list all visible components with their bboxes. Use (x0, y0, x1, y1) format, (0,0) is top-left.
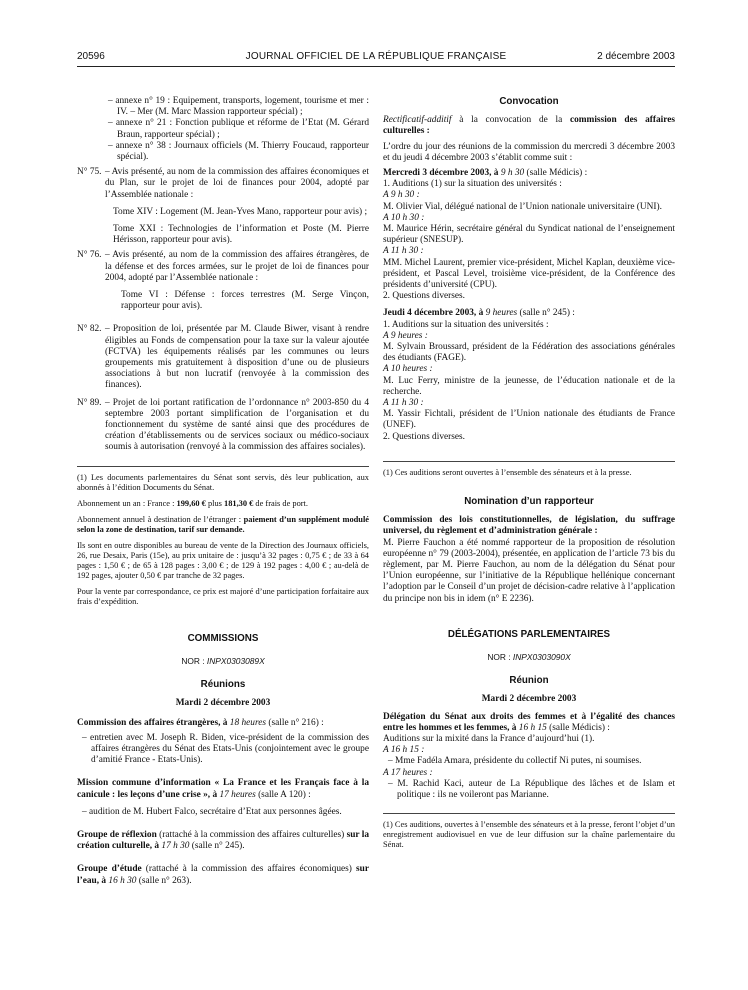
agenda-time: A 11 h 30 : (383, 246, 424, 257)
agenda-entry: 1. Auditions sur la situation des universités : (383, 319, 549, 330)
subsection-title-reunion: Réunion (509, 675, 549, 687)
agenda-entry: Auditions sur la mixité dans la France d’aujourd’hui (1). (383, 733, 595, 744)
document-text: – Avis présenté, au nom de la commission des affaires économiques et du Plan, sur le projet de loi de finances pour 2004, adopté par l’Assemblée nationale : (105, 167, 369, 200)
correspondence-info: Pour la vente par correspondance, ce prix est majoré d’une participation forfaitaire aux frais d’expédition. (77, 586, 369, 606)
agenda-day: Mercredi 3 décembre 2003, à 9 h 30 (salle Médicis) : (383, 168, 588, 179)
agenda-entry: 2. Questions diverses. (383, 431, 466, 442)
agenda-time: A 16 h 15 : (383, 745, 425, 756)
subsection-title-reunions: Réunions (200, 679, 246, 691)
page-header (77, 50, 675, 67)
agenda-entry: – M. Rachid Kaci, auteur de La République des lâches et de Islam et politique : ils ne voileront pas Marianne. (388, 778, 675, 800)
agenda-time: A 9 heures : (383, 330, 428, 341)
document-75 (77, 167, 369, 201)
meeting-heading: Délégation du Sénat aux droits des femmes et à l’égalité des chances entre les hommes et les femmes, à 16 h 15 (salle Médicis) : (383, 711, 675, 733)
meeting-heading: Groupe de réflexion (rattaché à la commission des affaires culturelles) sur la création culturelle, à 17 h 30 (salle n° 245). (77, 829, 369, 852)
page-number: 20596 (77, 51, 105, 62)
agenda-time: A 11 h 30 : (383, 398, 424, 409)
page-date: 2 décembre 2003 (597, 51, 675, 62)
footnote: (1) Ces auditions, ouvertes à l’ensemble des sénateurs et à la presse, feront l’objet d’un enregistrement audiovisuel en vue de leur diffusion sur la chaîne parlementaire du Sénat. (383, 820, 675, 850)
agenda-entry: 1. Auditions (1) sur la situation des universités : (383, 179, 562, 190)
agenda-time: A 17 heures : (383, 767, 433, 778)
footnote: (1) Ces auditions seront ouvertes à l’ensemble des sénateurs et à la presse. (383, 467, 632, 477)
agenda-time: A 9 h 30 : (383, 190, 420, 201)
tome-item: Tome VI : Défense : forces terrestres (M. Serge Vinçon, rapporteur pour avis). (121, 290, 369, 312)
agenda-time: A 10 h 30 : (383, 212, 425, 223)
nor-reference: NOR : INPX0303089X (181, 655, 265, 666)
document-text: – Proposition de loi, présentée par M. Claude Biwer, visant à rendre éligibles au Fonds de compensation pour la taxe sur la valeur ajoutée (FCTVA) les équipements réalisés par les communes ou leurs groupements mis gratuitement à disposition d’une ou de plusieurs associations à but non lucratif (renvoyée à la commission des finances). (105, 324, 369, 391)
sales-info: Ils sont en outre disponibles au bureau de vente de la Direction des Journaux officiels, 26, rue Desaix, Paris (15e), au prix unitaire de : jusqu’à 32 pages : 0,75 € ; de 33 à 64 pages : 1,50 € ; de 65 à 128 pages : 3,00 € ; de 129 à 192 pages : 4,00 € ; au-delà de 192 pages, ajouter 0,50 € par tranche de 32 pages. (77, 540, 369, 580)
document-89 (77, 398, 369, 454)
annex-list (77, 96, 369, 163)
agenda-entry: 2. Questions diverses. (383, 291, 466, 302)
agenda-day: Jeudi 4 décembre 2003, à 9 heures (salle n° 245) : (383, 308, 575, 319)
left-column (77, 96, 369, 887)
right-column (383, 96, 675, 850)
meeting-heading: Groupe d’étude (rattaché à la commission des affaires économiques) sur l’eau, à 16 h 30 (salle n° 263). (77, 864, 370, 886)
nor-reference: NOR : INPX0303090X (487, 651, 571, 662)
agenda-entry: – Mme Fadéla Amara, présidente du collectif Ni putes, ni soumises. (388, 756, 642, 767)
delegation-items (383, 734, 675, 801)
agenda-items (383, 320, 675, 443)
agenda-order: L’ordre du jour des réunions de la commission du mercredi 3 décembre 2003 et du jeudi 4 décembre 2003 s’établit comme suit : (383, 141, 675, 163)
convocation-intro: Rectificatif-additif à la convocation de la commission des affaires culturelles : (383, 115, 675, 137)
journal-title: JOURNAL OFFICIEL DE LA RÉPUBLIQUE FRANÇAISE (245, 51, 507, 62)
meeting-date: Mardi 2 décembre 2003 (175, 698, 271, 709)
document-number: N° 76. (77, 250, 102, 261)
document-82 (77, 324, 369, 391)
subscription-price: Abonnement un an : France : 199,60 € plus 181,30 € de frais de port. (77, 498, 308, 508)
document-text: – Projet de loi portant ratification de l’ordonnance n° 2003-850 du 4 septembre 2003 portant simplification de l’organisation et du fonctionnement du système de santé ainsi que des procédures de création d’établissements ou de services sociaux ou médico-sociaux soumis à autorisation (renvoyé à la commission des affaires sociales). (105, 397, 369, 453)
tome-item: Tome XXI : Technologies de l’information et Poste (M. Pierre Hérisson, rapporteur pour avis). (113, 224, 369, 246)
meeting-item: – entretien avec M. Joseph R. Biden, vice-président de la commission des affaires étrangères du Sénat des Etats-Unis (conjointement avec le groupe d’amitié France - Etats-Unis). (82, 732, 369, 766)
meeting-item: – audition de M. Hubert Falco, secrétaire d’Etat aux personnes âgées. (82, 806, 342, 817)
document-text: – Avis présenté, au nom de la commission des affaires étrangères, de la défense et des forces armées, sur le projet de loi de finances pour 2004, adopté par l’Assemblée nationale : (105, 250, 369, 283)
agenda-time: A 10 heures : (383, 364, 433, 375)
nomination-text: M. Pierre Fauchon a été nommé rapporteur de la proposition de résolution européenne n° 79 (2003-2004), présentée, en application de l’article 73 bis du règlement, par M. Pierre Fauchon, au nom de la délégation du Sénat pour l’Union européenne, sur l’initiative de la République hellénique concernant l’adoption par le Conseil d’un projet de décision-cadre relative à l’application du principe non bis in idem (n° E 2236). (383, 537, 675, 604)
section-title-nomination: Nomination d’un rapporteur (464, 495, 594, 507)
section-title-commissions: COMMISSIONS (187, 632, 259, 644)
meeting-date: Mardi 2 décembre 2003 (481, 694, 577, 705)
section-title-convocation: Convocation (499, 96, 559, 107)
annex-item: – annexe n° 38 : Journaux officiels (M. Thierry Foucaud, rapporteur spécial). (108, 140, 369, 163)
document-76 (77, 250, 369, 284)
document-number: N° 75. (77, 167, 102, 178)
section-title-delegations: DÉLÉGATIONS PARLEMENTAIRES (447, 628, 611, 640)
annex-item: – annexe n° 19 : Equipement, transports, logement, tourisme et mer : IV. – Mer (M. Marc Massion rapporteur spécial) ; (108, 96, 369, 118)
annex-item: – annexe n° 21 : Fonction publique et réforme de l’Etat (M. Gérard Braun, rapporteur spécial) ; (108, 118, 369, 140)
agenda-entry: M. Sylvain Broussard, président de la Fédération des associations générales des étudiants (FAGE). (383, 342, 675, 364)
agenda-entry: M. Maurice Hérin, secrétaire général du Syndicat national de l’enseignement supérieur (SNESUP). (383, 224, 675, 246)
tome-item: Tome XIV : Logement (M. Jean-Yves Mano, rapporteur pour avis) ; (113, 206, 368, 217)
agenda-entry: MM. Michel Laurent, premier vice-président, Michel Kaplan, deuxième vice-président, et Pascal Level, troisième vice-président, de la Conférence des présidents d’université (CPU). (383, 257, 675, 291)
footnote: (1) Les documents parlementaires du Sénat sont servis, dès leur publication, aux abonnés à l’édition Documents du Sénat. (77, 472, 369, 492)
agenda-entry: M. Luc Ferry, ministre de la jeunesse, de l’éducation nationale et de la recherche. (383, 375, 675, 397)
committee-name: Commission des lois constitutionnelles, de législation, du suffrage universel, du règlement et d’administration générale : (383, 515, 675, 537)
agenda-entry: M. Olivier Vial, délégué national de l’Union nationale universitaire (UNI). (383, 201, 662, 212)
document-number: N° 82. (77, 324, 102, 335)
meeting-heading: Commission des affaires étrangères, à 18 heures (salle n° 216) : (77, 717, 324, 728)
document-number: N° 89. (77, 397, 102, 408)
meeting-heading: Mission commune d’information « La France et les Français face à la canicule : les leçons d’une crise », à 17 heures (salle A 120) : (77, 778, 369, 800)
agenda-items (383, 179, 675, 302)
foreign-subscription: Abonnement annuel à destination de l’étranger : paiement d’un supplément modulé selon la zone de destination, tarif sur demande. (77, 514, 369, 534)
agenda-entry: M. Yassir Fichtali, président de l’Union nationale des étudiants de France (UNEF). (383, 409, 675, 431)
